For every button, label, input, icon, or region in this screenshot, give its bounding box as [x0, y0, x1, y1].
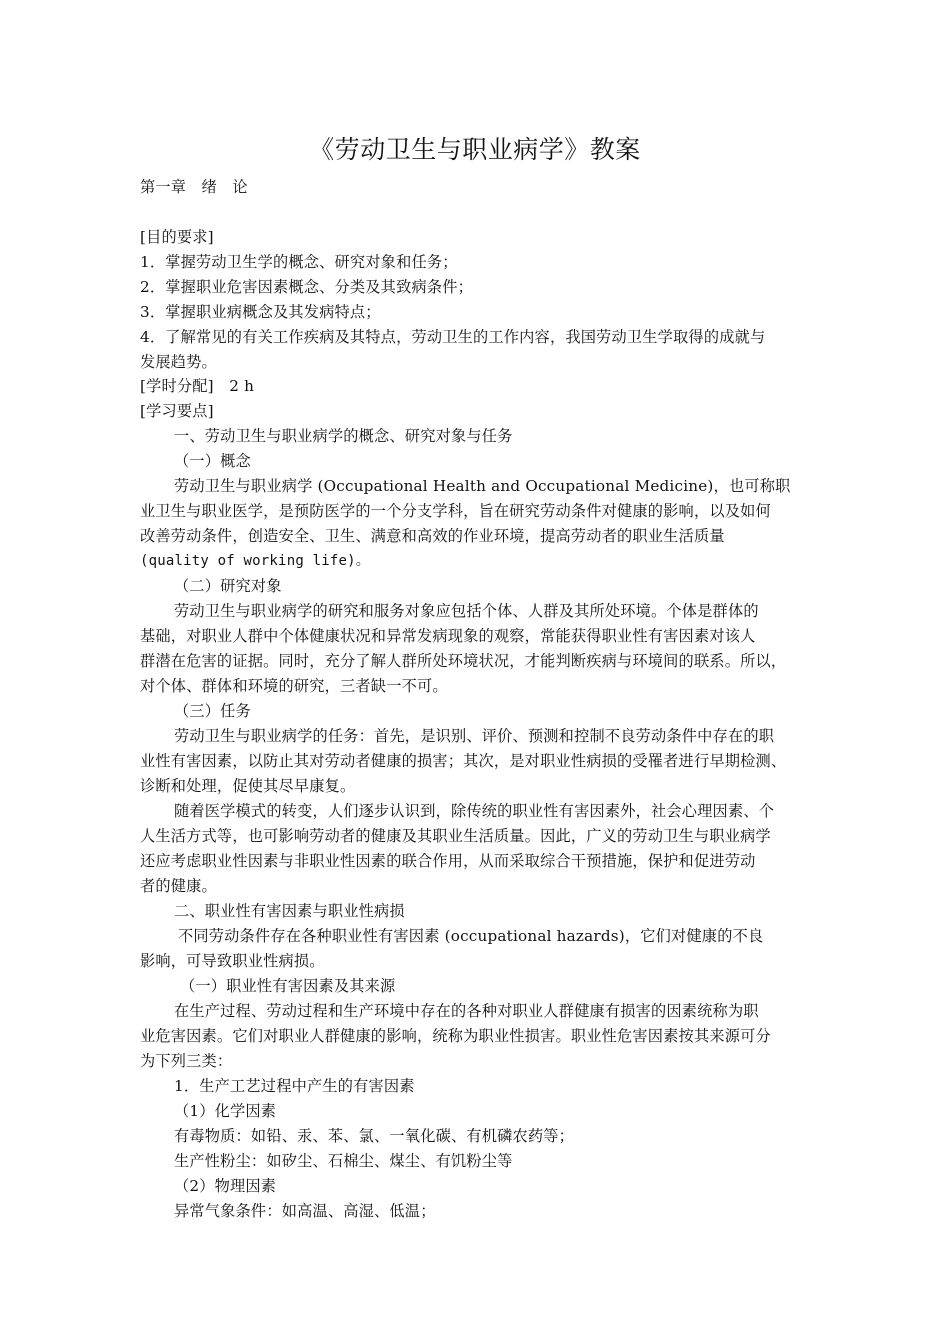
paragraph-line: 为下列三类： [140, 1052, 233, 1070]
paragraph-line: 诊断和处理，促使其尽早康复。 [140, 777, 356, 795]
objective-item: 4．了解常见的有关工作疾病及其特点，劳动卫生的工作内容，我国劳动卫生学取得的成就与 [140, 328, 766, 346]
list-line: 异常气象条件：如高温、高湿、低温； [174, 1202, 436, 1220]
paragraph-line: 业卫生与职业医学，是预防医学的一个分支学科，旨在研究劳动条件对健康的影响，以及如何 [140, 502, 771, 520]
list-line: 有毒物质：如铅、汞、苯、氯、一氧化碳、有机磷农药等； [174, 1127, 575, 1145]
heading-level-4: （1）化学因素 [174, 1102, 277, 1120]
paragraph-line: 劳动卫生与职业病学的任务：首先，是识别、评价、预测和控制不良劳动条件中存在的职 [174, 727, 775, 745]
heading-level-1: 一、劳动卫生与职业病学的概念、研究对象与任务 [174, 427, 513, 445]
objective-item: 2．掌握职业危害因素概念、分类及其致病条件； [140, 278, 474, 296]
section-label-objectives: [目的要求] [140, 228, 214, 246]
paragraph-line: 劳动卫生与职业病学 (Occupational Health and Occupational Medicine)，也可称职 [174, 477, 791, 495]
paragraph-line: 还应考虑职业性因素与非职业性因素的联合作用，从而采取综合干预措施，保护和促进劳动 [140, 852, 756, 870]
paragraph-line: 业性有害因素，以防止其对劳动者健康的损害；其次，是对职业性病损的受罹者进行早期检测、 [140, 752, 787, 770]
heading-level-2: （二）研究对象 [174, 577, 282, 595]
paragraph-line: 基础，对职业人群中个体健康状况和异常发病现象的观察，常能获得职业性有害因素对该人 [140, 627, 756, 645]
paragraph-line: 改善劳动条件，创造安全、卫生、满意和高效的作业环境，提高劳动者的职业生活质量 [140, 527, 725, 545]
heading-level-1: 二、职业性有害因素与职业性病损 [174, 902, 405, 920]
heading-level-4: （2）物理因素 [174, 1177, 277, 1195]
paragraph-line: 人生活方式等，也可影响劳动者的健康及其职业生活质量。因此，广义的劳动卫生与职业病学 [140, 827, 771, 845]
paragraph-line: 群潜在危害的证据。同时，充分了解人群所处环境状况，才能判断疾病与环境间的联系。所以， [140, 652, 787, 670]
paragraph-line: 业危害因素。它们对职业人群健康的影响，统称为职业性损害。职业性危害因素按其来源可分 [140, 1027, 771, 1045]
heading-level-2: （一）职业性有害因素及其来源 [180, 977, 396, 995]
paragraph-line: (quality of working life)。 [140, 553, 370, 569]
chapter-heading: 第一章 绪 论 [140, 178, 248, 196]
objective-item: 3．掌握职业病概念及其发病特点； [140, 303, 381, 321]
objective-item-cont: 发展趋势。 [140, 353, 217, 371]
objective-item: 1．掌握劳动卫生学的概念、研究对象和任务； [140, 253, 458, 271]
section-label-hours: [学时分配] 2 h [140, 377, 255, 395]
paragraph-line: 劳动卫生与职业病学的研究和服务对象应包括个体、人群及其所处环境。个体是群体的 [174, 602, 759, 620]
list-line: 生产性粉尘：如矽尘、石棉尘、煤尘、有饥粉尘等 [174, 1152, 513, 1170]
heading-level-2: （三）任务 [174, 702, 251, 720]
heading-level-2: （一）概念 [174, 452, 251, 470]
page-title: 《劳动卫生与职业病学》教案 [309, 135, 641, 164]
paragraph-line: 不同劳动条件存在各种职业性有害因素 (occupational hazards)，它们对健康的不良 [178, 927, 764, 945]
paragraph-line: 对个体、群体和环境的研究，三者缺一不可。 [140, 677, 448, 695]
paragraph-line: 影响，可导致职业性病损。 [140, 952, 325, 970]
paragraph-line: 者的健康。 [140, 877, 217, 895]
paragraph-line: 随着医学模式的转变，人们逐步认识到，除传统的职业性有害因素外，社会心理因素、个 [174, 802, 775, 820]
paragraph-line: 在生产过程、劳动过程和生产环境中存在的各种对职业人群健康有损害的因素统称为职 [174, 1002, 759, 1020]
section-label-keypoints: [学习要点] [140, 402, 214, 420]
heading-level-3: 1．生产工艺过程中产生的有害因素 [174, 1077, 415, 1095]
